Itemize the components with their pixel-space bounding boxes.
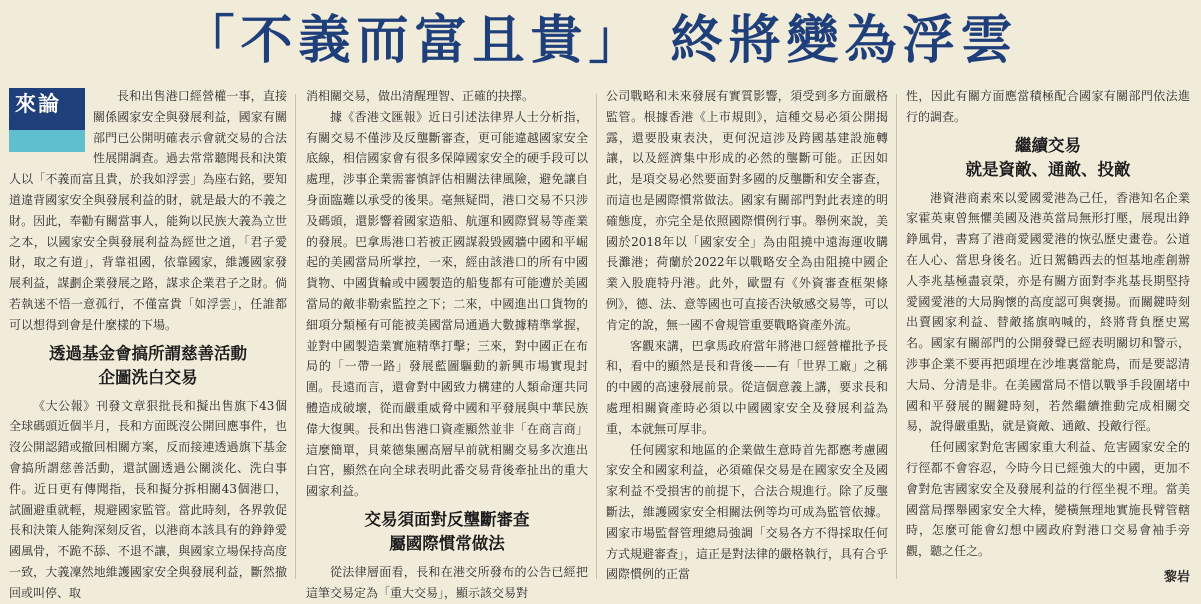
subheading-line-1: 透過基金會搞所謂慈善活動 [49,343,247,363]
column-divider [295,94,296,579]
column-1 [9,86,287,600]
column-4 [906,86,1190,586]
paragraph: 從法律層面看，長和在港交所發布的公告已經把這筆交易定為「重大交易」，顯示該交易對 [306,564,588,600]
column-divider [896,94,897,579]
subheading [306,508,588,556]
subheading-line-1: 繼續交易 [1015,135,1081,155]
article-body [9,86,1192,600]
subheading-line-2: 屬國際慣常做法 [389,533,505,553]
column-divider [596,94,597,579]
paragraph: 港資港商素來以愛國愛港為己任，香港知名企業家霍英東曾無懼美國及港英當局無形打壓，展現出錚錚風骨，書寫了港商愛國愛港的恢弘歷史畫卷。公道在人心、當思身後名。近日駕鶴西去的恒基地產創辦人李兆基極盡哀榮，亦是有關方面對李兆基長期堅持愛國愛港的大局胸懷的高度認可與褒揚。而關鍵時刻出賣國家利益、替敵搖旗吶喊的，終將背負歷史罵名。國家有關部門的公開發聲已經表明關切和警示，涉事企業不要再把頭埋在沙堆裏當鴕鳥，而是要認清大局、分清是非。在美國當局不惜以戰爭手段圍堵中國和平發展的關鍵時刻，若然繼續推動完成相關交易，說得嚴重點，就是資敵、通敵、投敵行徑。 [906,190,1190,434]
paragraph: 消相關交易，做出清醒理智、正確的抉擇。 [306,89,535,103]
subheading-line-1: 交易須面對反壟斷審查 [364,509,530,529]
paragraph: 任何國家和地區的企業做生意時首先都應考慮國家安全和國家利益，必須確保交易是在國家安全及國家利益不受損害的前提下，合法合規進行。除了反壟斷法，維護國家安全相關法例等均可成為監管依據。國家市場監督管理總局強調「交易各方不得採取任何方式規避審查」，這正是對法律的嚴格執行，具有合乎國際慣例的正當 [606,442,889,582]
paragraph: 任何國家對危害國家重大利益、危害國家安全的行徑都不會容忍，今時今日已經強大的中國，更加不會對危害國家安全及發展利益的行徑坐視不理。當美國當局擇舉國家安全大棒，變橫無理地實施長臂管轄時，怎麼可能會幻想中國政府對港口交易會袖手旁觀，聽之任之。 [906,440,1190,559]
paragraph: 《大公報》刊發文章狠批長和擬出售旗下43個全球碼頭近個半月，長和方面既沒公開回應事件，也沒公開認錯或撤回相關方案，反而接連透過旗下基金會搞所謂慈善活動，還試圖透過公關淡化、洗白事件。近日更有傳聞指，長和擬分拆相關43個港口，試圖避重就輕，規避國家監管。當此時刻，各界敦促長和決策人能夠深刻反省，以港商本該具有的錚錚愛國風骨，不跪不舔、不退不讓，與國家立場保持高度一致，大義凜然地維護國家安全與發展利益，斷然撤回或叫停、取 [9,398,287,600]
paragraph: 性，因此有關方面應當積極配合國家有關部門依法進行的調查。 [906,89,1190,124]
column-3 [606,86,888,586]
column-tag: 來論 [15,92,61,116]
paragraph: 公司戰略和未來發展有實質影響，須受到多方面嚴格監管。根據香港《上市規則》，這種交易必須公開揭露，還要股東表決，更何況這涉及跨國基建設施轉讓，以及經濟集中形成的必然的壟斷可能。正因如此，是項交易必然要面對多國的反壟斷和安全審查，而這也是國際慣常做法。國家有關部門對此表達的明確態度，亦完全是依照國際慣例行事。舉例來說，美國於2018年以「國家安全」為由阻撓中遠海運收購長灘港；荷蘭於2022年以戰略安全為由阻撓中國企業入股鹿特丹港。此外，歐盟有《外資審查框架條例》，德、法、意等國也可直接否決敏感交易等，可以肯定的說，無一國不會規管重要戰略資產外流。 [606,89,889,332]
subheading-line-2: 就是資敵、通敵、投敵 [965,159,1131,179]
headline: 「不義而富且貴」 終將變為浮雲 [182,11,1019,71]
subheading-line-2: 企圖洗白交易 [98,367,198,387]
column-tag-badge [9,88,85,152]
paragraph: 長和出售港口經營權一事，直接關係國家安全與發展利益，國家有關部門已公開明確表示會就交易的合法性展開調查。過去常常聽聞長和決策人以「不義而富且貴，於我如浮雲」為座右銘，要知道違背國家安全與發展利益的財，就是最大的不義之財。因此，奉勸有關當事人，能夠以民族大義為立世之本，以國家安全與發展利益為經世之道，「君子愛財，取之有道」，背靠祖國，依靠國家，維護國家發展利益，謀劃企業發展之路，謀求企業君子之財。倘若執迷不悟一意孤行，不僅富貴「如浮雲」，任誰都可以想得到會是什麼樣的下場。 [9,89,287,332]
paragraph: 客觀來講，巴拿馬政府當年將港口經營權批予長和，看中的顯然是長和背後——有「世界工廠」之稱的中國的高速發展前景。從這個意義上講，要求長和處理相關資產時必須以中國國家安全及發展利益為重，本就無可厚非。 [606,338,888,436]
byline: 黎岩 [1163,569,1190,585]
paragraph: 據《香港文匯報》近日引述法律界人士分析指，有關交易不僅涉及反壟斷審查，更可能違越國家安全底線，相信國家會有很多保障國家安全的硬手段可以處理，涉事企業需審慎評估相關法律風險，避免讓自身面臨難以承受的後果。毫無疑問，港口交易不只涉及碼頭，還影響着國家造船、航運和國際貿易等產業的發展。巴拿馬港口若被正國謀殺毀國牆中國和平崛起的美國當局所掌控，一來，經由該港口的所有中國貨物、中國貨輪或中國製造的船隻都有可能遭於美國當局的敵非勒索監控之下；二來，中國進出口貨物的細項分類極有可能被美國當局通過大數據精準掌握，並對中國製造業實施精準打擊；三來，對中國正在布局的「一帶一路」發展藍圖驅動的新興市場實現封圍。長遠而言，還會對中國致力構建的人類命運共同體造成破壞，從而嚴重威脅中國和平發展與中華民族偉大復興。長和出售港口資產顯然並非「在商言商」這麼簡單，貝萊德集團高層早前就相關交易多次進出白宮，顯然在向全球表明此番交易背後牽扯出的重大國家利益。 [306,109,588,499]
subheading [906,134,1190,182]
column-2 [306,86,588,600]
subheading [9,342,287,390]
